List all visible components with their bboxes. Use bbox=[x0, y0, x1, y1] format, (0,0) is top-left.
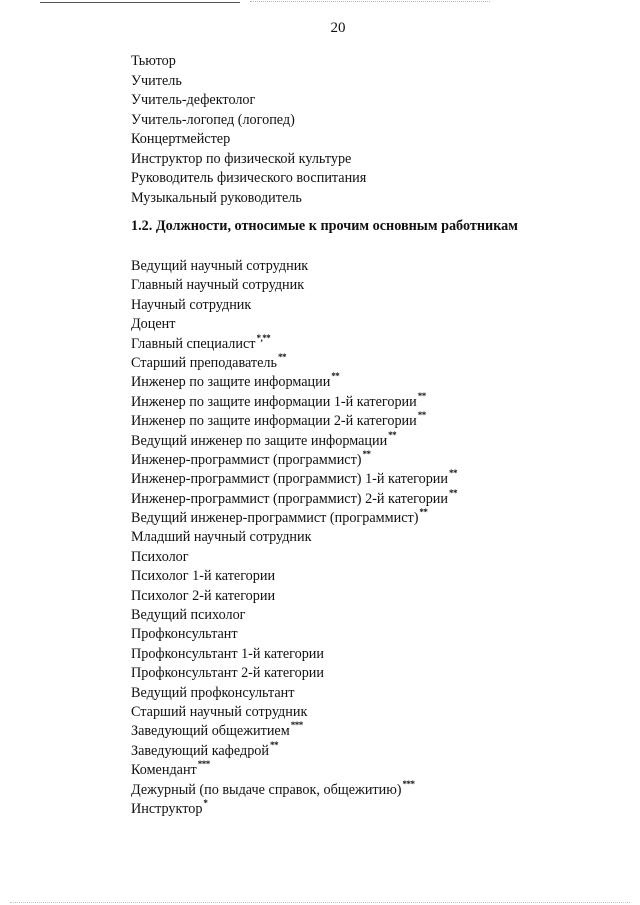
list-item bbox=[131, 797, 457, 819]
position-title: Тьютор bbox=[131, 53, 176, 69]
list-item bbox=[131, 315, 457, 334]
position-title: Комендант bbox=[131, 762, 197, 779]
footnote-mark: *** bbox=[197, 759, 210, 770]
list-item bbox=[131, 189, 366, 209]
list-item bbox=[131, 332, 457, 354]
position-title: Руководитель физического воспитания bbox=[131, 170, 367, 186]
position-title: Профконсультант bbox=[131, 626, 238, 643]
list-item bbox=[131, 169, 366, 189]
list-item bbox=[131, 52, 366, 72]
footnote-mark: * bbox=[203, 797, 208, 808]
list-item bbox=[131, 528, 457, 547]
position-title: Ведущий инженер-программист (программист) bbox=[131, 510, 419, 527]
position-title: Дежурный (по выдаче справок, общежитию) bbox=[131, 781, 402, 798]
position-title: Заведующий общежитием bbox=[131, 723, 290, 740]
list-item bbox=[131, 645, 457, 664]
position-title: Ведущий профконсультант bbox=[131, 684, 295, 701]
list-item bbox=[131, 412, 457, 431]
scan-top-rule bbox=[40, 2, 240, 3]
section-heading: 1.2. Должности, относимые к прочим основным работникам bbox=[131, 218, 518, 234]
position-title: Инженер по защите информации 1-й категории bbox=[131, 393, 417, 410]
position-title: Старший преподаватель bbox=[131, 354, 277, 371]
list-item bbox=[131, 150, 366, 170]
list-item bbox=[131, 487, 457, 509]
position-title: Ведущий инженер по защите информации bbox=[131, 432, 388, 449]
position-title: Научный сотрудник bbox=[131, 296, 252, 313]
list-item bbox=[131, 509, 457, 528]
list-item bbox=[131, 448, 457, 470]
list-item bbox=[131, 722, 457, 741]
footnote-mark: *** bbox=[290, 720, 303, 731]
position-title: Учитель-дефектолог bbox=[131, 92, 256, 108]
position-title: Инженер-программист (программист) 1-й категории bbox=[131, 471, 448, 488]
list-item bbox=[131, 625, 457, 644]
position-title: Главный научный сотрудник bbox=[131, 277, 305, 294]
footnote-mark: ** bbox=[331, 371, 340, 382]
position-title: Инженер-программист (программист) 2-й категории bbox=[131, 490, 448, 507]
footnote-mark: ** bbox=[388, 429, 397, 440]
list-item bbox=[131, 739, 457, 761]
list-item bbox=[131, 684, 457, 703]
position-title: Профконсультант 2-й категории bbox=[131, 665, 324, 682]
position-title: Учитель-логопед (логопед) bbox=[131, 111, 295, 128]
list-item bbox=[131, 276, 457, 295]
list-item bbox=[131, 296, 457, 315]
footnote-mark: ** bbox=[362, 448, 371, 459]
list-item bbox=[131, 390, 457, 412]
position-list-teaching bbox=[131, 52, 366, 208]
page-number: 20 bbox=[330, 20, 346, 36]
list-item bbox=[131, 664, 457, 683]
footnote-mark: ** bbox=[417, 410, 426, 421]
position-title: Инженер-программист (программист) bbox=[131, 451, 362, 468]
position-title: Заведующий кафедрой bbox=[131, 742, 269, 759]
footnote-mark: ** bbox=[417, 390, 426, 401]
footnote-mark: *** bbox=[402, 778, 415, 789]
position-title: Психолог 1-й категории bbox=[131, 568, 276, 585]
footnote-mark: ** bbox=[448, 487, 457, 498]
list-item bbox=[131, 91, 366, 111]
list-item bbox=[131, 257, 457, 276]
position-title: Инструктор bbox=[131, 800, 203, 817]
scan-bottom-artifact bbox=[10, 902, 630, 903]
position-title: Младший научный сотрудник bbox=[131, 529, 312, 546]
position-title: Главный специалист bbox=[131, 335, 256, 352]
position-title: Психолог 2-й категории bbox=[131, 587, 276, 604]
list-item bbox=[131, 606, 457, 625]
position-title: Профконсультант 1-й категории bbox=[131, 645, 324, 662]
footnote-mark: ** bbox=[419, 507, 428, 518]
list-item bbox=[131, 130, 366, 150]
list-item bbox=[131, 429, 457, 451]
list-item bbox=[131, 72, 366, 92]
position-title: Ведущий психолог bbox=[131, 607, 246, 624]
position-title: Концертмейстер bbox=[131, 131, 231, 147]
position-list-other-staff bbox=[131, 257, 457, 819]
list-item bbox=[131, 587, 457, 606]
list-item bbox=[131, 567, 457, 586]
footnote-mark: ** bbox=[277, 351, 286, 362]
position-title: Старший научный сотрудник bbox=[131, 703, 308, 720]
footnote-mark: ** bbox=[448, 468, 457, 479]
list-item bbox=[131, 778, 457, 800]
position-title: Ведущий научный сотрудник bbox=[131, 258, 309, 274]
position-title: Доцент bbox=[131, 316, 176, 333]
position-title: Инженер по защите информации bbox=[131, 374, 331, 391]
position-title: Учитель bbox=[131, 72, 182, 89]
position-title: Музыкальный руководитель bbox=[131, 189, 302, 206]
footnote-mark: *,** bbox=[256, 332, 271, 343]
scan-top-artifact bbox=[250, 1, 490, 2]
list-item bbox=[131, 761, 457, 780]
position-title: Психолог bbox=[131, 548, 189, 565]
footnote-mark: ** bbox=[269, 739, 278, 750]
list-item bbox=[131, 470, 457, 489]
list-item bbox=[131, 548, 457, 567]
position-title: Инженер по защите информации 2-й категории bbox=[131, 413, 417, 430]
list-item bbox=[131, 111, 366, 131]
position-title: Инструктор по физической культуре bbox=[131, 150, 352, 167]
list-item bbox=[131, 351, 457, 373]
list-item bbox=[131, 373, 457, 392]
